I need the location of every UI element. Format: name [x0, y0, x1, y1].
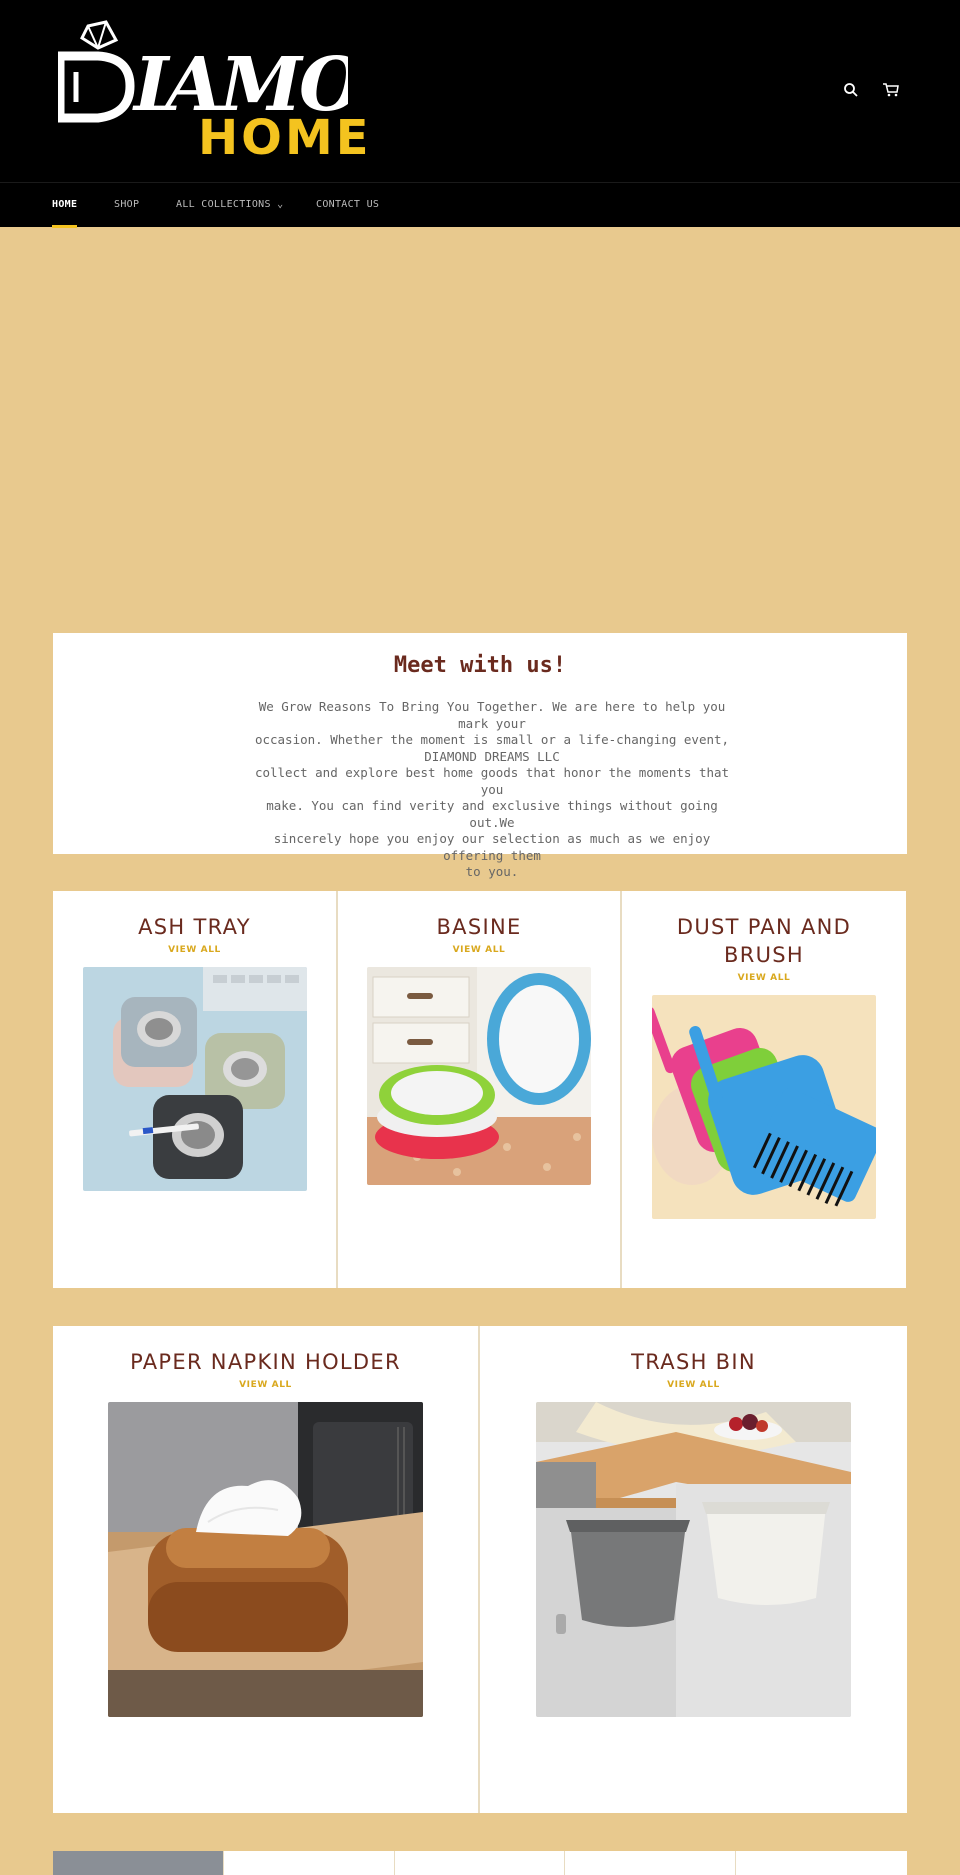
collection-title[interactable]: TRASH BIN [631, 1350, 756, 1374]
napkin-holder-illustration [108, 1402, 423, 1717]
collections-row-3-partial [53, 1851, 907, 1875]
view-all-link[interactable]: VIEW ALL [737, 973, 791, 983]
collections-row-2 [53, 1326, 907, 1813]
dust-pan-image[interactable] [652, 995, 876, 1219]
meet-line: sincerely hope you enjoy our selection as much as we enjoy offering them [273, 831, 711, 863]
svg-text:IAMOND: IAM [134, 42, 299, 128]
collection-card-trash-bin[interactable] [480, 1326, 907, 1813]
collection-title[interactable]: ASH TRAY [138, 915, 251, 939]
view-all-link[interactable]: VIEW ALL [667, 1380, 720, 1390]
cart-icon[interactable] [881, 80, 901, 100]
ash-tray-image[interactable] [83, 967, 307, 1191]
meet-line: to you. [465, 864, 519, 879]
trash-bin-illustration [536, 1402, 851, 1717]
collection-card-partial[interactable] [565, 1851, 736, 1875]
nav-home[interactable]: HOME [52, 183, 77, 228]
basine-image[interactable] [367, 967, 591, 1185]
collection-card-partial[interactable] [736, 1851, 907, 1875]
dust-pan-illustration [652, 995, 876, 1219]
collection-title[interactable]: DUST PAN AND BRUSH [676, 915, 852, 967]
meet-line: occasion. Whether the moment is small or a life-changing event, [254, 732, 730, 747]
view-all-link[interactable]: VIEW ALL [239, 1380, 292, 1390]
site-logo[interactable] [58, 14, 372, 166]
meet-with-us-section [53, 633, 907, 879]
collection-card-paper-napkin-holder[interactable] [53, 1326, 480, 1813]
collection-card-partial[interactable] [224, 1851, 395, 1875]
meet-line: collect and explore best home goods that honor the moments that you [254, 765, 730, 797]
main-nav [0, 182, 960, 227]
collection-card-partial[interactable] [395, 1851, 565, 1875]
meet-line: make. You can find verity and exclusive things without going out.We [266, 798, 718, 830]
nav-all-collections[interactable]: ALL COLLECTIONS ⌄ [176, 199, 284, 210]
site-header [0, 0, 960, 182]
napkin-holder-image[interactable] [108, 1402, 423, 1717]
nav-contact-us[interactable]: CONTACT US [316, 199, 380, 210]
collection-card-partial[interactable] [53, 1851, 224, 1875]
meet-line: DIAMOND DREAMS LLC [424, 748, 560, 764]
collection-card-ash-tray[interactable] [53, 891, 338, 1288]
collections-row-1 [53, 891, 906, 1288]
meet-title: Meet with us! [393, 653, 567, 678]
trash-bin-image[interactable] [536, 1402, 851, 1717]
meet-description [253, 699, 731, 881]
collection-title[interactable]: BASINE [436, 915, 522, 939]
logo-home-text: HOME [198, 110, 372, 166]
basine-illustration [367, 967, 591, 1185]
view-all-link[interactable]: VIEW ALL [452, 945, 506, 955]
collection-card-dust-pan-and-brush[interactable] [622, 891, 906, 1288]
nav-shop[interactable]: SHOP [114, 199, 140, 210]
collection-card-basine[interactable] [338, 891, 622, 1288]
meet-line: We Grow Reasons To Bring You Together. We are here to help you mark your [258, 699, 726, 731]
ash-tray-illustration [83, 967, 307, 1191]
collection-title[interactable]: PAPER NAPKIN HOLDER [130, 1350, 401, 1374]
search-icon[interactable] [841, 80, 861, 100]
view-all-link[interactable]: VIEW ALL [168, 945, 221, 955]
